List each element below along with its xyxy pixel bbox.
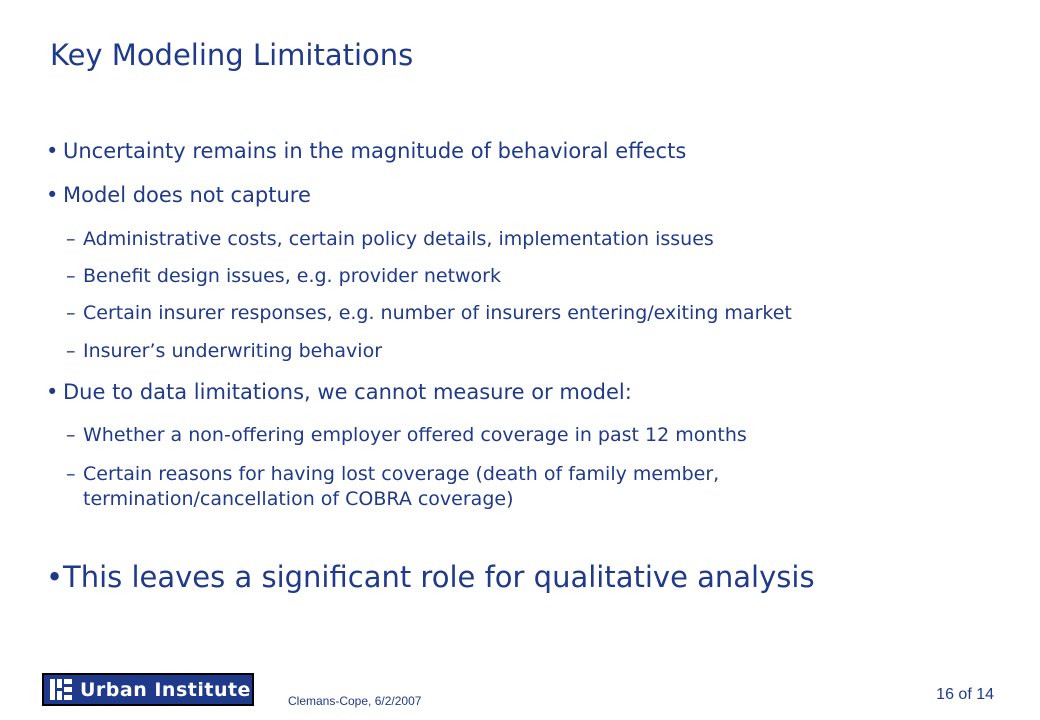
sub-bullet-text: Benefit design issues, e.g. provider network [83,265,501,287]
dash-mark: – [66,463,76,485]
sub-bullet-text: Certain reasons for having lost coverage (death of family member, termination/cancellation of COBRA coverage) [83,463,720,510]
urban-institute-logo [42,673,254,706]
bullet-text: This leaves a significant role for qualitative analysis [63,560,815,594]
sub-bullet-item [66,302,792,324]
sub-bullet-item [66,424,747,446]
bullet-item [46,183,311,207]
dash-mark: – [66,265,76,287]
bullet-text: Model does not capture [63,183,311,207]
bullet-text: Due to data limitations, we cannot measure or model: [63,380,632,404]
bullet-item [46,139,686,163]
bullet-mark: • [46,183,59,207]
sub-bullet-item [66,462,966,512]
bullet-item-emphasis [46,560,815,594]
slide-title: Key Modeling Limitations [50,38,414,72]
dash-mark: – [66,228,76,250]
sub-bullet-item [66,340,382,362]
dash-mark: – [66,424,76,446]
sub-bullet-text: Whether a non-offering employer offered coverage in past 12 months [83,424,747,446]
dash-mark: – [66,302,76,324]
page-number: 16 of 14 [936,686,994,703]
logo-glyph-icon [48,677,74,702]
dash-mark: – [66,340,76,362]
sub-bullet-item [66,265,501,287]
bullet-mark: • [46,139,59,163]
bullet-mark: • [46,560,64,594]
sub-bullet-item [66,228,714,250]
bullet-item [46,380,632,404]
sub-bullet-text: Certain insurer responses, e.g. number of insurers entering/exiting market [83,302,792,324]
bullet-text: Uncertainty remains in the magnitude of behavioral effects [63,139,687,163]
bullet-mark: • [46,380,59,404]
sub-bullet-text: Insurer’s underwriting behavior [83,340,382,362]
sub-bullet-text: Administrative costs, certain policy details, implementation issues [83,228,714,250]
logo-text: Urban Institute [80,678,251,701]
footer-author-date: Clemans-Cope, 6/2/2007 [288,694,422,708]
